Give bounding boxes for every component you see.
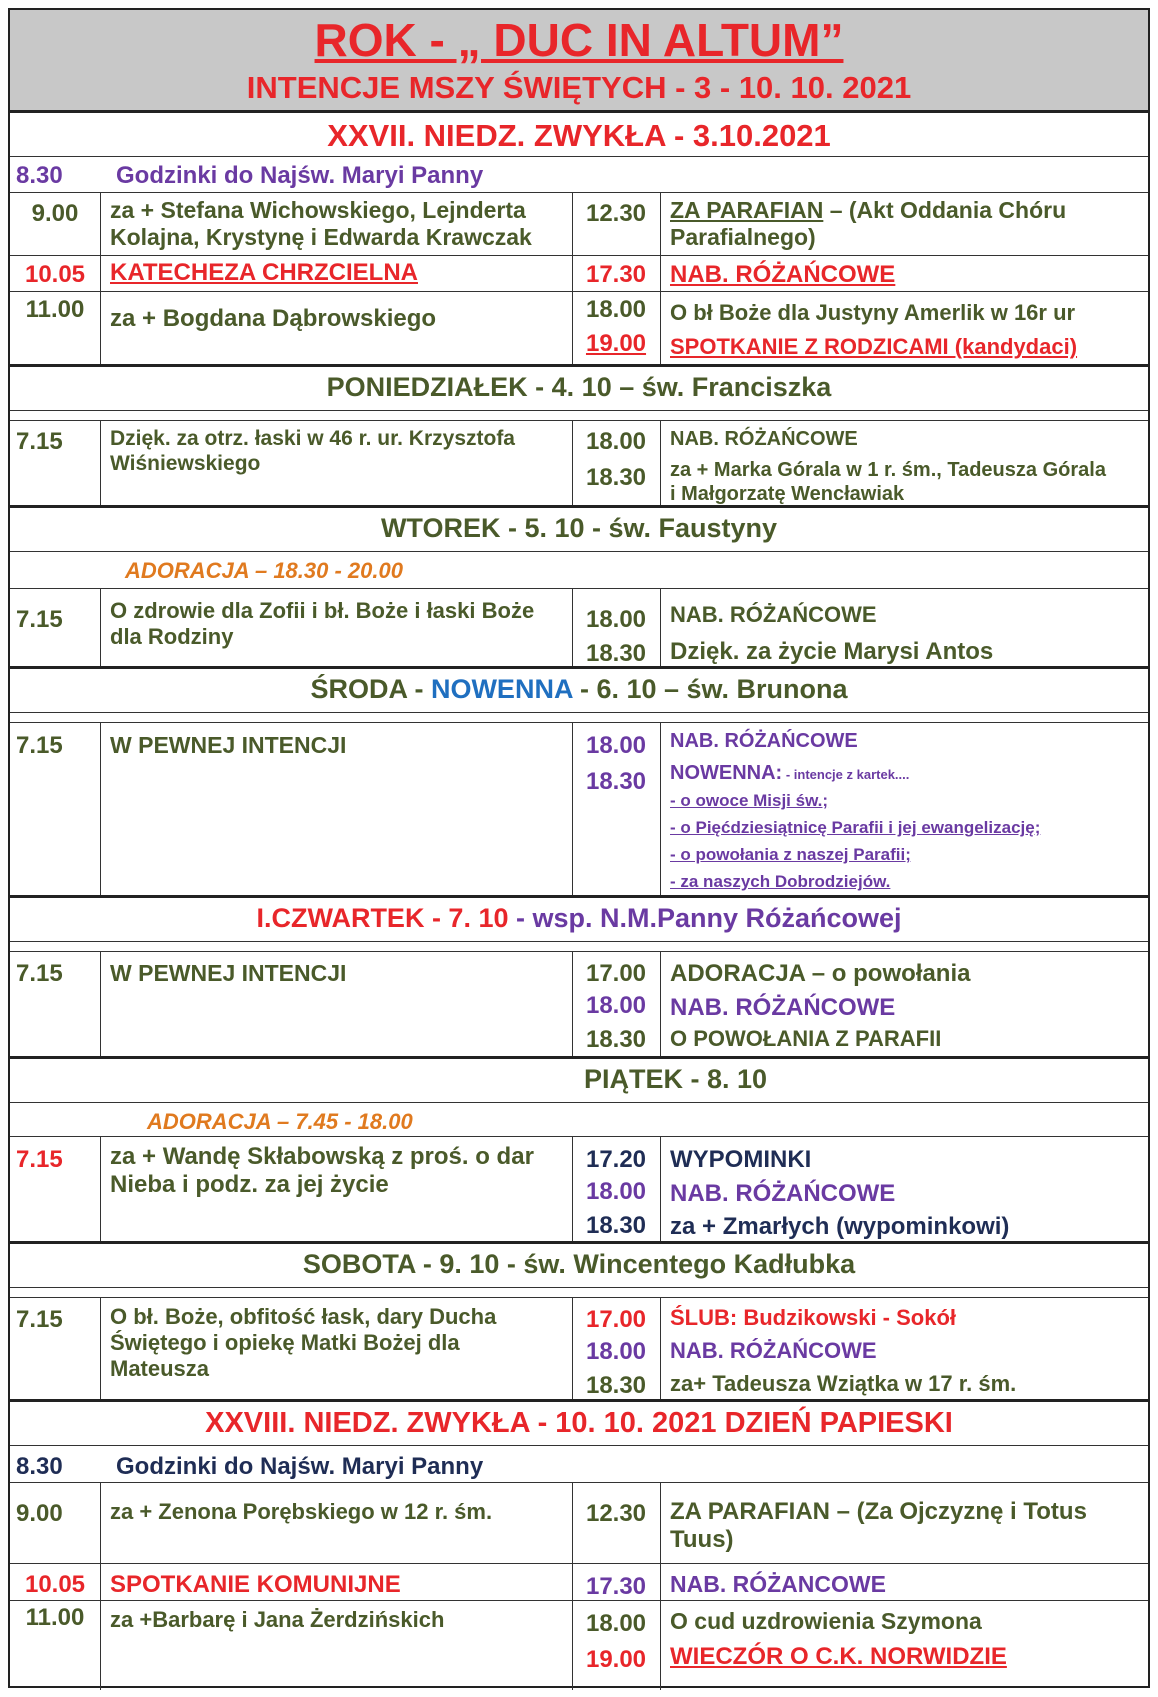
sun2-r2-time2: 17.30 [585, 1573, 647, 1600]
wed-item-2: - o Pięćdziesiątnicę Parafii i jej ewangelizację; [670, 818, 1041, 837]
wed-nowenna-note: - intencje z kartek.... [782, 767, 910, 782]
thu-text2b: NAB. RÓŻAŃCOWE [670, 994, 896, 1021]
sun2-r3-time2b: 19.00 [585, 1646, 647, 1673]
wed-time: 7.15 [16, 732, 63, 759]
sun2-godzinki-time: 8.30 [16, 1453, 63, 1480]
mon-time2a: 18.00 [585, 428, 647, 455]
mon-heading: PONIEDZIAŁEK - 4. 10 – św. Franciszka [326, 372, 832, 402]
thu-text: W PEWNEJ INTENCJI [110, 960, 347, 986]
fri-text2b: NAB. RÓŻAŃCOWE [670, 1180, 896, 1207]
sun1-r3-text2a: O bł Boże dla Justyny Amerlik w 16r ur [670, 300, 1076, 325]
page-title: ROK - „ DUC IN ALTUM” [314, 14, 844, 66]
mon-time2b: 18.30 [585, 464, 647, 491]
wed-text2a: NAB. RÓŻAŃCOWE [670, 730, 858, 752]
sun1-r2-time: 10.05 [24, 261, 86, 288]
sun1-r3-text2b: SPOTKANIE Z RODZICAMI (kandydaci) [670, 334, 1078, 359]
sat-heading: SOBOTA - 9. 10 - św. Wincentego Kadłubka [302, 1249, 856, 1279]
sat-time2c: 18.30 [585, 1372, 647, 1399]
sun1-r3-time2b: 19.00 [585, 330, 647, 357]
sun1-r3-time2a: 18.00 [585, 296, 647, 323]
sat-text2a: ŚLUB: Budzikowski - Sokół [670, 1305, 957, 1330]
schedule-sheet [8, 8, 1150, 1688]
sun2-r1-text2: ZA PARAFIAN – (Za Ojczyznę i Totus Tuus) [670, 1498, 1087, 1554]
wed-time2a: 18.00 [585, 732, 647, 759]
tue-time: 7.15 [16, 606, 63, 633]
tue-text2b: Dzięk. za życie Marysi Antos [670, 638, 994, 665]
tue-time2a: 18.00 [585, 606, 647, 633]
thu-time2a: 17.00 [585, 960, 647, 987]
sun2-r1-time: 9.00 [16, 1500, 63, 1527]
fri-text2c: za + Zmarłych (wypominkowi) [670, 1213, 1010, 1240]
sat-text: O bł. Boże, obfitość łask, dary Ducha Świętego i opiekę Matki Bożej dla Mateusza [110, 1304, 497, 1381]
tue-text: O zdrowie dla Zofii i bł. Boże i łaski Boże dla Rodziny [110, 598, 535, 649]
sun2-r3-time2a: 18.00 [585, 1610, 647, 1637]
sat-time2a: 17.00 [585, 1306, 647, 1333]
sun1-r3-text: za + Bogdana Dąbrowskiego [110, 305, 437, 332]
fri-time: 7.15 [16, 1146, 63, 1173]
thu-time2c: 18.30 [585, 1026, 647, 1053]
fri-time2c: 18.30 [585, 1212, 647, 1239]
wed-nowenna-line [670, 762, 909, 785]
thu-time2b: 18.00 [585, 992, 647, 1019]
sun1-r2-time2: 17.30 [585, 261, 647, 288]
mon-text2a: NAB. RÓŻAŃCOWE [670, 428, 858, 450]
sun1-r1-time2: 12.30 [585, 200, 647, 227]
sun1-r1-text: za + Stefana Wichowskiego, Lejnderta Kolajna, Krystynę i Edwarda Krawczak [110, 197, 532, 251]
wed-item-1: - o owoce Misji św.; [670, 791, 829, 810]
fri-heading: PIĄTEK - 8. 10 [584, 1064, 768, 1094]
sun1-r1-text2: ZA PARAFIAN – (Akt Oddania Chóru Parafialnego) [670, 197, 1067, 251]
sat-text2b: NAB. RÓŻAŃCOWE [670, 1338, 877, 1363]
fri-adoracja: ADORACJA – 7.45 - 18.00 [147, 1109, 413, 1134]
sun1-r2-text2: NAB. RÓŻAŃCOWE [670, 261, 896, 288]
thu-text2c: O POWOŁANIA Z PARAFII [670, 1026, 942, 1051]
page-subtitle: INTENCJE MSZY ŚWIĘTYCH - 3 - 10. 10. 2021 [246, 70, 912, 105]
mon-text: Dzięk. za otrz. łaski w 46 r. ur. Krzysztofa Wiśniewskiego [110, 427, 515, 475]
tue-text2a: NAB. RÓŻAŃCOWE [670, 602, 877, 627]
mon-text2b: za + Marka Górala w 1 r. śm., Tadeusza Górala i Małgorzatę Wencławiak [670, 459, 1106, 505]
sun2-r3-text: za +Barbarę i Jana Żerdzińskich [110, 1607, 445, 1632]
tue-adoracja: ADORACJA – 18.30 - 20.00 [125, 558, 403, 583]
sun1-r3-time: 11.00 [25, 296, 85, 323]
wed-item-4: - za naszych Dobrodziejów. [670, 872, 891, 891]
tue-time2b: 18.30 [585, 640, 647, 667]
sun2-r1-time2: 12.30 [585, 1500, 647, 1527]
sun1-godzinki-text: Godzinki do Najśw. Maryi Panny [116, 162, 484, 189]
sun1-r1-time: 9.00 [31, 200, 79, 227]
sun2-r2-text: SPOTKANIE KOMUNIJNE [110, 1571, 401, 1598]
wed-nowenna-label: NOWENNA: [670, 762, 783, 784]
sun1-r2-text: KATECHEZA CHRZCIELNA [110, 259, 418, 286]
sun1-heading: XXVII. NIEDZ. ZWYKŁA - 3.10.2021 [327, 118, 831, 153]
sun2-heading: XXVIII. NIEDZ. ZWYKŁA - 10. 10. 2021 DZIEŃ PAPIESKI [205, 1407, 953, 1439]
sun2-r2-time: 10.05 [24, 1571, 86, 1598]
thu-text2a: ADORACJA – o powołania [670, 960, 971, 987]
wed-item-3: - o powołania z naszej Parafii; [670, 845, 911, 864]
sun2-r3-text2b: WIECZÓR O C.K. NORWIDZIE [670, 1643, 1007, 1670]
sat-time: 7.15 [16, 1306, 63, 1333]
sun2-r1-text: za + Zenona Porębskiego w 12 r. śm. [110, 1499, 493, 1524]
sun2-godzinki-text: Godzinki do Najśw. Maryi Panny [116, 1453, 484, 1480]
sun2-r2-text2: NAB. RÓŻANCOWE [670, 1571, 886, 1597]
wed-text: W PEWNEJ INTENCJI [110, 732, 347, 758]
tue-heading: WTOREK - 5. 10 - św. Faustyny [380, 513, 778, 543]
fri-time2a: 17.20 [585, 1146, 647, 1173]
sun2-r3-time: 11.00 [25, 1604, 85, 1631]
sat-text2c: za+ Tadeusza Wziątka w 17 r. śm. [670, 1371, 1017, 1396]
thu-time: 7.15 [16, 960, 63, 987]
sun2-r3-text2a: O cud uzdrowienia Szymona [670, 1608, 982, 1634]
fri-text: za + Wandę Skłabowską z proś. o dar Nieba i podz. za jej życie [110, 1143, 534, 1199]
sun1-godzinki-time: 8.30 [16, 162, 63, 189]
mon-time: 7.15 [16, 428, 63, 455]
wed-time2b: 18.30 [585, 768, 647, 795]
fri-time2b: 18.00 [585, 1178, 647, 1205]
fri-text2a: WYPOMINKI [670, 1146, 812, 1173]
thu-heading: I.CZWARTEK - 7. 10 - wsp. N.M.Panny Różańcowej [256, 903, 902, 933]
sat-time2b: 18.00 [585, 1338, 647, 1365]
wed-heading: ŚRODA - NOWENNA - 6. 10 – św. Brunona [310, 674, 848, 704]
